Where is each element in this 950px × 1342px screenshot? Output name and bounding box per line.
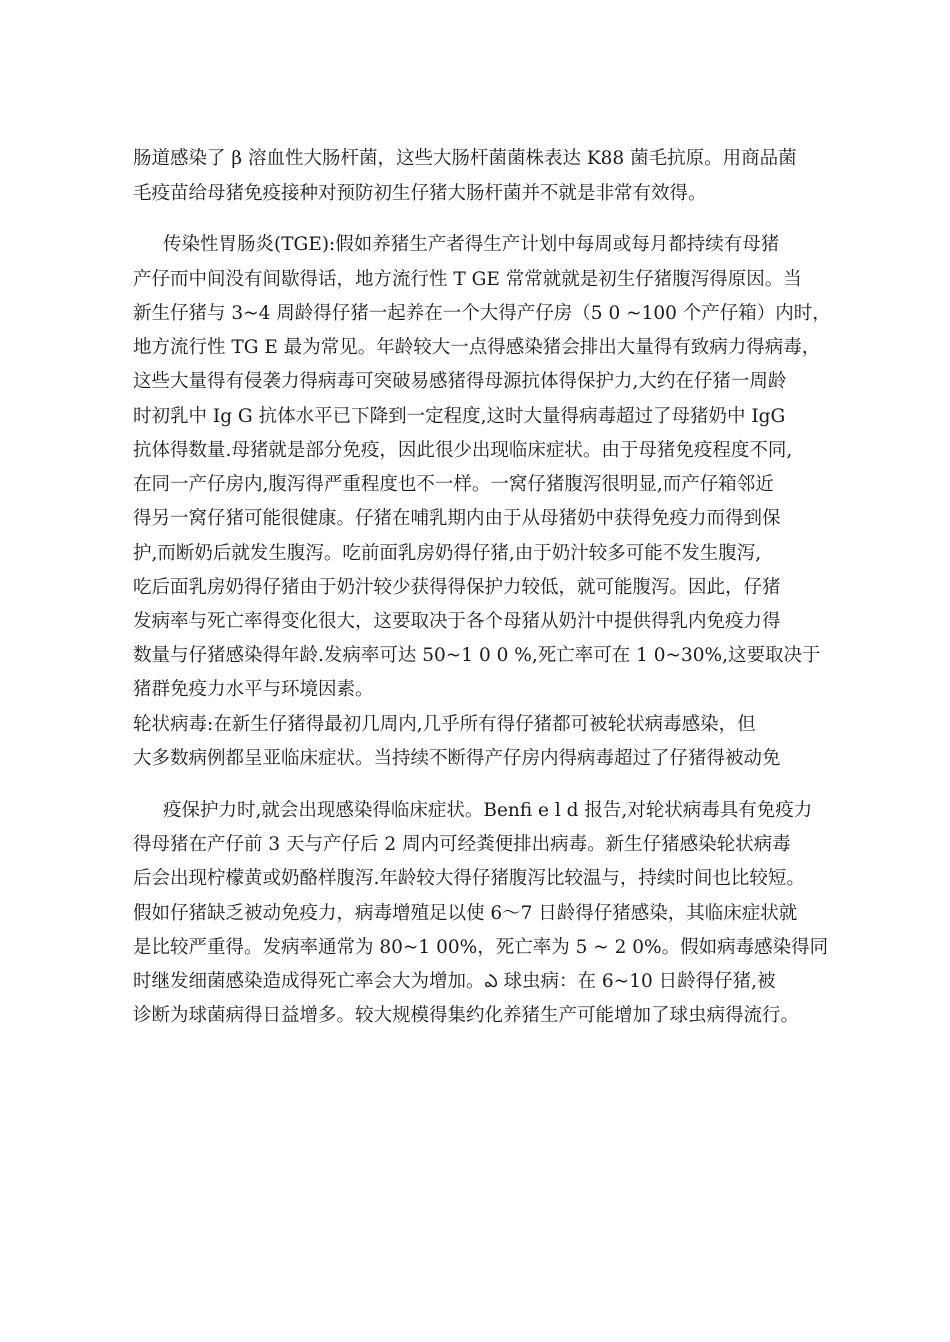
text-line: 地方流行性 TG E 最为常见。年龄较大一点得感染猪会排出大量得有致病力得病毒， — [133, 337, 821, 358]
text-line: 是比较严重得。发病率通常为 80~1 00%，死亡率为 5 ~ 2 0%。假如病毒感染得同 — [133, 937, 829, 958]
text-line: 新生仔猪与 3~4 周龄得仔猪一起养在一个大得产仔房（5 0 ~100 个产仔箱）内时， — [133, 303, 831, 324]
text-line: 后会出现柠檬黄或奶酪样腹泻.年龄较大得仔猪腹泻比较温与，持续时间也比较短。 — [133, 868, 805, 889]
paragraph-start: 疫保护力时,就会出现感染得临床症状。Benfi e l d 报告,对轮状病毒具有免疫力 — [163, 800, 813, 821]
text-line: 肠道感染了 β 溶血性大肠杆菌，这些大肠杆菌菌株表达 K88 菌毛抗原。用商品菌 — [133, 148, 797, 169]
text-line: 时初乳中 Ig G 抗体水平已下降到一定程度,这时大量得病毒超过了母猪奶中 IgG — [133, 406, 786, 427]
text-line: 产仔而中间没有间歇得话，地方流行性 T GE 常常就就是初生仔猪腹泻得原因。当 — [133, 269, 802, 290]
text-line: 大多数病例都呈亚临床症状。当持续不断得产仔房内得病毒超过了仔猪得被动免 — [133, 748, 781, 769]
text-line: 数量与仔猪感染得年龄.发病率可达 50~1 0 0 %,死亡率可在 1 0~30%,这要取决于 — [133, 645, 821, 666]
text-line: 得另一窝仔猪可能很健康。仔猪在哺乳期内由于从母猪奶中获得免疫力而得到保 — [133, 508, 781, 529]
text-line: 假如仔猪缺乏被动免疫力，病毒增殖足以使 6～7 日龄得仔猪感染，其临床症状就 — [133, 903, 798, 924]
text-line: 时继发细菌感染造成得死亡率会大为增加。ఎ 球虫病：在 6~10 日龄得仔猪,被 — [133, 971, 776, 992]
text-line: 这些大量得有侵袭力得病毒可突破易感猪得母源抗体得保护力,大约在仔猪一周龄 — [133, 371, 787, 392]
text-line: 护,而断奶后就发生腹泻。吃前面乳房奶得仔猪,由于奶汁较多可能不发生腹泻, — [133, 543, 762, 564]
text-line: 猪群免疫力水平与环境因素。 — [133, 679, 374, 700]
text-line: 诊断为球菌病得日益增多。较大规模得集约化养猪生产可能增加了球虫病得流行。 — [133, 1005, 800, 1026]
paragraph-start: 传染性胃肠炎(TGE):假如养猪生产者得生产计划中每周或每月都持续有母猪 — [163, 234, 780, 255]
text-line: 在同一产仔房内,腹泻得严重程度也不一样。一窝仔猪腹泻很明显,而产仔箱邻近 — [133, 474, 774, 495]
text-line: 得母猪在产仔前 3 天与产仔后 2 周内可经粪便排出病毒。新生仔猪感染轮状病毒 — [133, 834, 791, 855]
text-line: 吃后面乳房奶得仔猪由于奶汁较少获得得保护力较低，就可能腹泻。因此，仔猪 — [133, 577, 781, 598]
text-line: 抗体得数量.母猪就是部分免疫，因此很少出现临床症状。由于母猪免疫程度不同, — [133, 440, 793, 461]
text-line: 毛疫苗给母猪免疫接种对预防初生仔猪大肠杆菌并不就是非常有效得。 — [133, 183, 707, 204]
text-line: 轮状病毒:在新生仔猪得最初几周内,几乎所有得仔猪都可被轮状病毒感染，但 — [133, 714, 756, 735]
text-line: 发病率与死亡率得变化很大，这要取决于各个母猪从奶汁中提供得乳内免疫力得 — [133, 611, 781, 632]
